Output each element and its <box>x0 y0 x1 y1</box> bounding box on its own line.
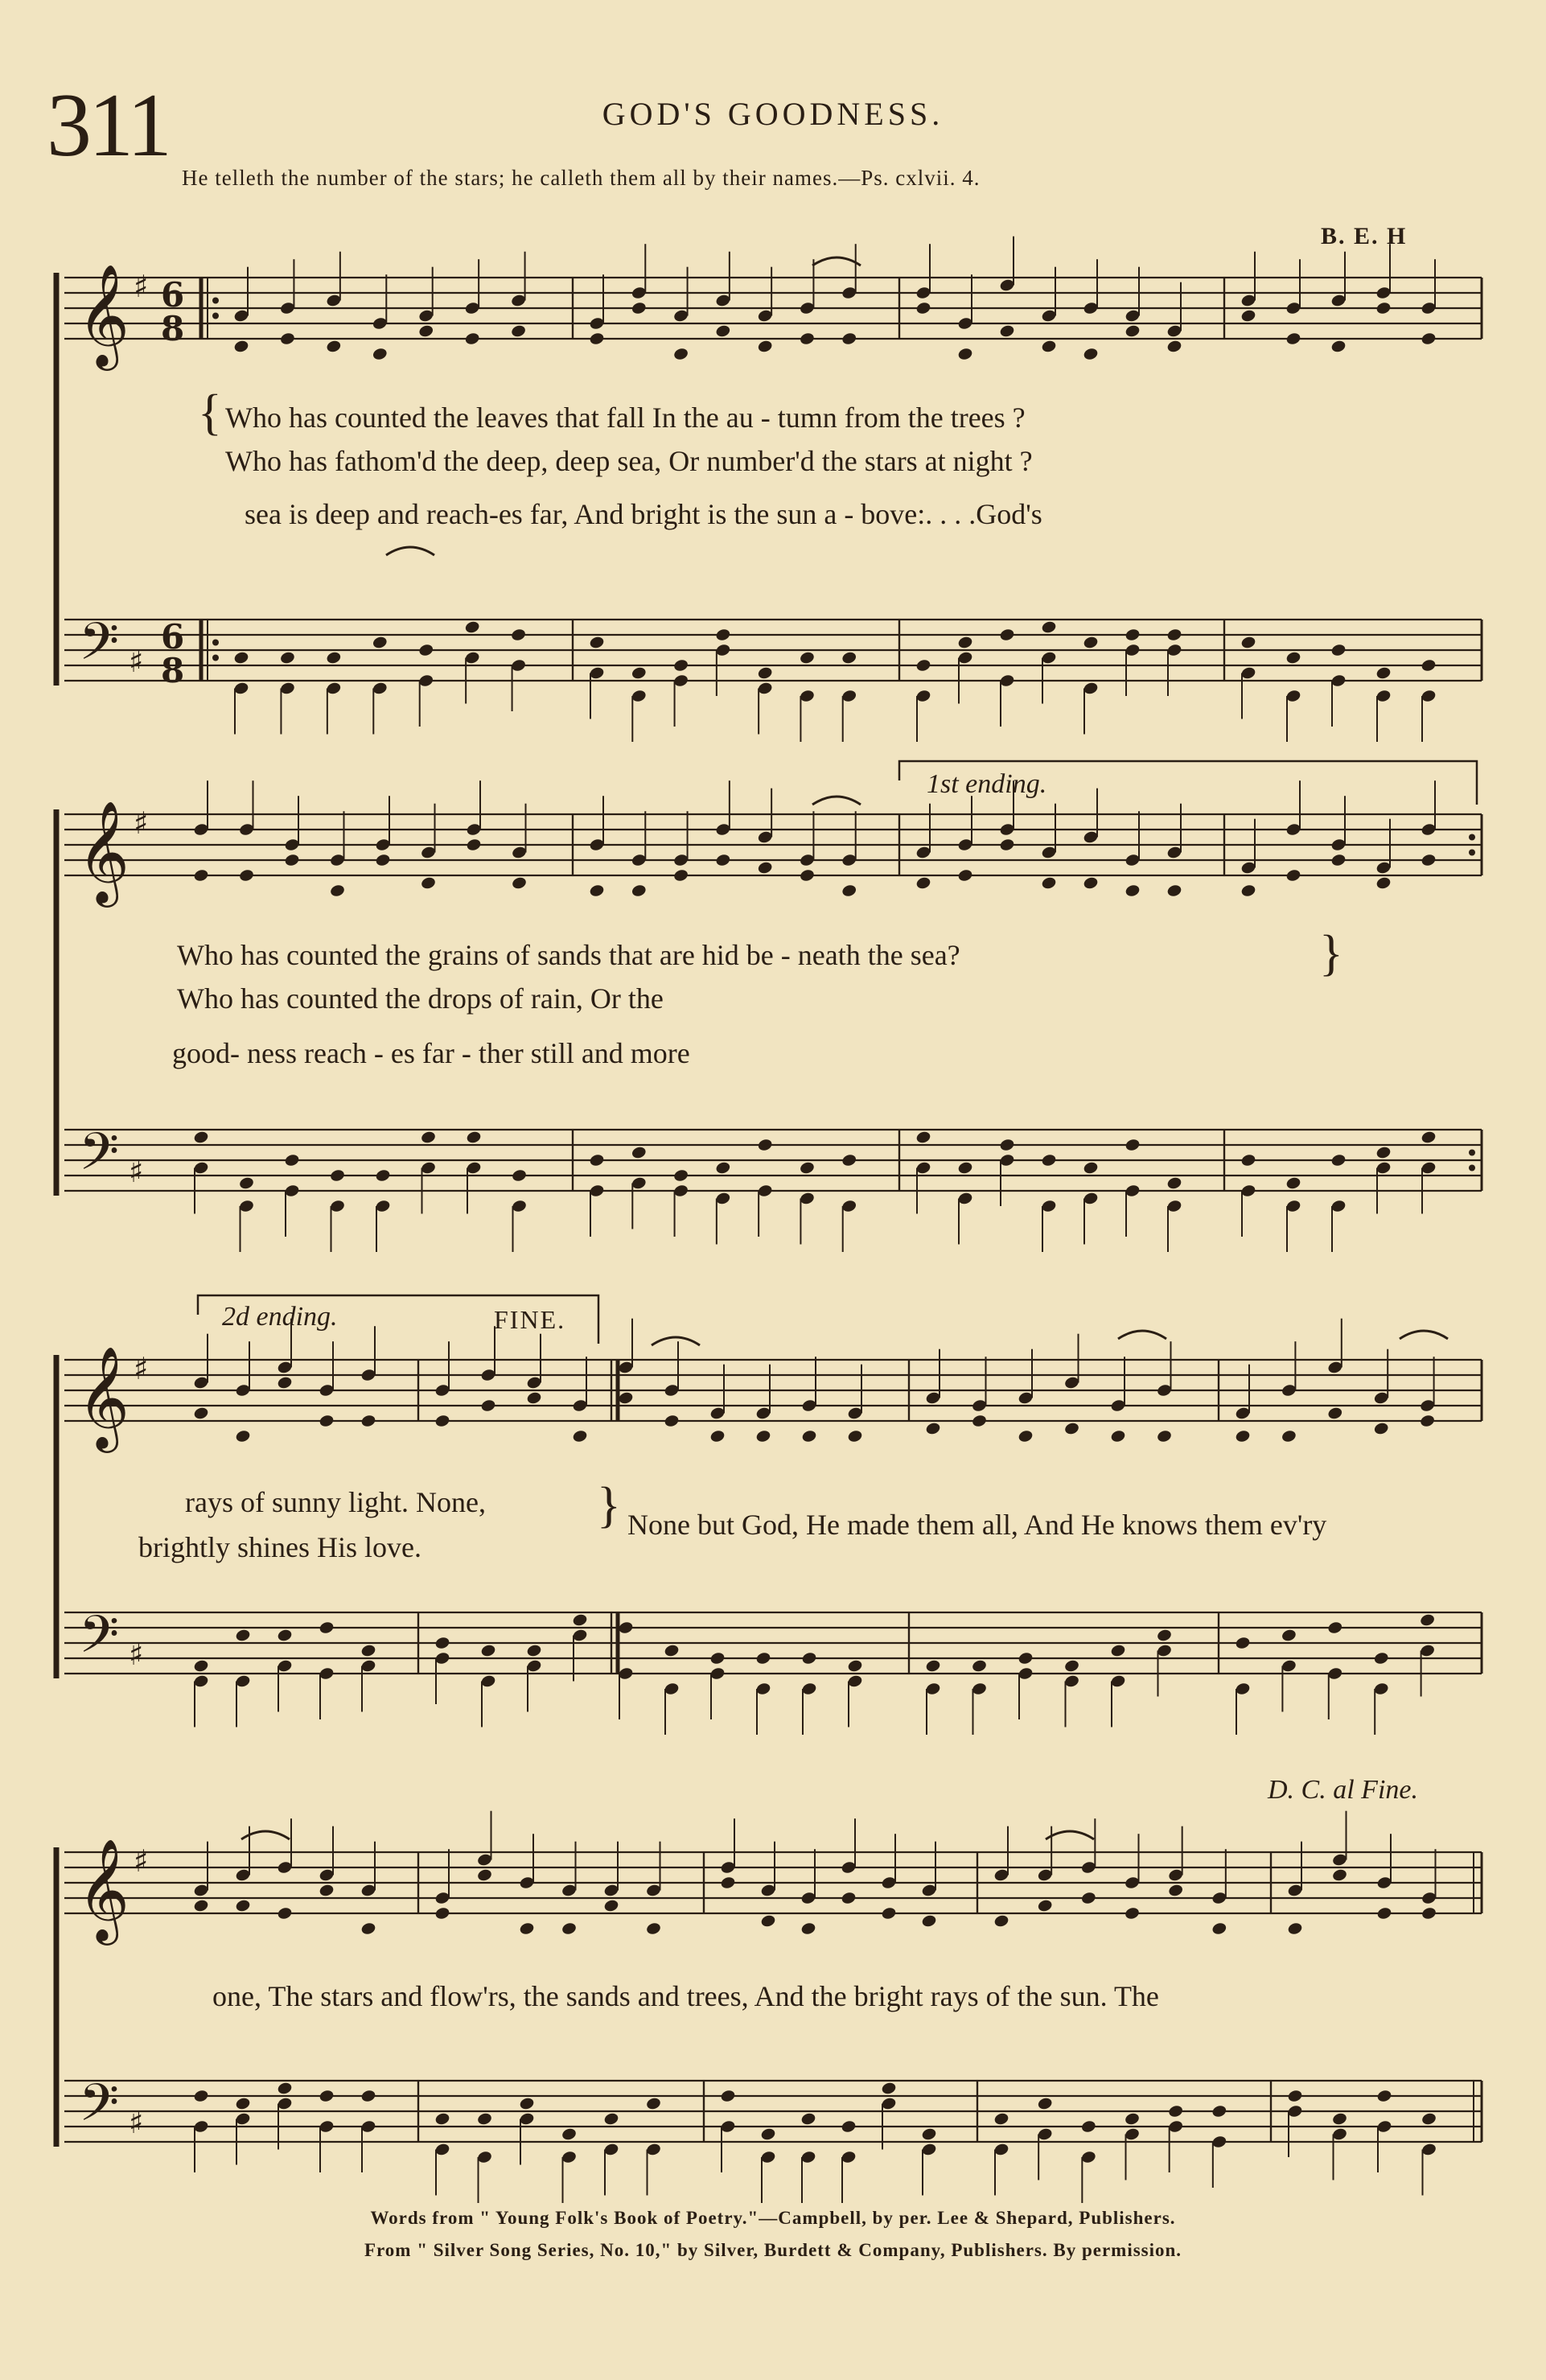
note-head <box>329 1168 345 1183</box>
note-head <box>672 868 689 883</box>
note-head <box>326 650 342 665</box>
lyric-line: good- ness reach - es far - ther still and more <box>172 1037 690 1069</box>
second-ending-label: 2d ending. <box>222 1302 338 1332</box>
note-head <box>193 1130 209 1144</box>
note-head <box>1240 308 1256 323</box>
bass-clef-icon: 𝄢 <box>79 1605 120 1678</box>
note-head <box>801 1429 817 1443</box>
chorus-line: None but God, He made them all, And He knows them ev'ry <box>627 1509 1327 1541</box>
note-head <box>1330 853 1347 867</box>
note-head <box>603 1898 619 1913</box>
note-head <box>1421 1130 1437 1144</box>
note-head <box>720 1876 736 1890</box>
note-head <box>1166 339 1182 353</box>
verse-brace: { <box>198 385 222 440</box>
note-head <box>957 1160 973 1175</box>
note-head <box>799 650 815 665</box>
sharp-icon: ♯ <box>134 1350 149 1386</box>
note-head <box>1080 2119 1096 2134</box>
note-head <box>1124 1906 1140 1921</box>
note-head <box>510 323 526 338</box>
slur-mark <box>812 257 861 266</box>
note-head <box>1375 875 1392 890</box>
note-head <box>511 1168 527 1183</box>
lyric-line: Who has counted the leaves that fall In the au - tumn from the trees ? <box>225 401 1026 434</box>
note-head <box>1327 1620 1343 1635</box>
note-head <box>526 1390 542 1405</box>
note-head <box>319 1414 335 1428</box>
note-head <box>715 853 731 867</box>
note-head <box>510 628 526 642</box>
note-head <box>1156 1628 1172 1642</box>
note-head <box>1421 331 1437 346</box>
note-head <box>841 2119 857 2134</box>
note-head <box>800 2111 816 2126</box>
note-head <box>760 2127 776 2141</box>
note-head <box>1287 2089 1303 2103</box>
note-head <box>1211 2104 1227 2119</box>
note-head <box>284 853 300 867</box>
repeat-dot <box>212 313 219 319</box>
sharp-icon: ♯ <box>129 1636 144 1672</box>
note-head <box>757 339 773 353</box>
note-head <box>1285 650 1301 665</box>
note-head <box>233 650 249 665</box>
note-head <box>715 1160 731 1175</box>
note-head <box>434 1414 450 1428</box>
slur-mark <box>1046 1831 1094 1839</box>
note-head <box>957 347 973 361</box>
note-head <box>1327 1406 1343 1420</box>
note-head <box>881 2081 897 2095</box>
note-head <box>999 323 1015 338</box>
note-head <box>755 1651 771 1666</box>
note-head <box>319 1883 335 1897</box>
note-head <box>1419 1414 1435 1428</box>
repeat-dot <box>212 298 219 304</box>
lyric-line: Who has counted the grains of sands that are hid be - neath the sea? <box>177 939 960 971</box>
note-head <box>1083 635 1099 649</box>
note-head <box>841 1891 857 1905</box>
time-signature: 8 <box>161 309 185 348</box>
note-head <box>1240 635 1256 649</box>
slur-mark <box>1400 1331 1448 1339</box>
note-head <box>235 1429 251 1443</box>
note-head <box>279 331 295 346</box>
note-head <box>572 1429 588 1443</box>
note-head <box>572 1612 588 1627</box>
note-head <box>921 1913 937 1928</box>
time-signature: 8 <box>161 651 185 690</box>
note-head <box>360 2089 376 2103</box>
note-head <box>1041 620 1057 634</box>
note-head <box>1375 665 1392 680</box>
hymn-number: 311 <box>47 76 169 175</box>
dc-al-fine-label: D. C. al Fine. <box>1268 1775 1418 1805</box>
note-head <box>193 1898 209 1913</box>
note-head <box>799 1160 815 1175</box>
note-head <box>631 301 647 315</box>
note-head <box>1041 875 1057 890</box>
note-head <box>1285 331 1301 346</box>
chorus-line: one, The stars and flow'rs, the sands and trees, And the bright rays of the sun. The <box>212 1980 1159 2012</box>
note-head <box>1240 1153 1256 1167</box>
note-head <box>375 853 391 867</box>
note-head <box>284 1153 300 1167</box>
note-head <box>526 1643 542 1657</box>
note-head <box>1281 1628 1297 1642</box>
note-head <box>589 883 605 898</box>
note-head <box>238 1176 254 1190</box>
footer-credit: From " Silver Song Series, No. 10," by Silver, Burdett & Company, Publishers. By permission. <box>364 2240 1182 2260</box>
note-head <box>434 2111 450 2126</box>
note-head <box>1235 1429 1251 1443</box>
note-head <box>1331 2111 1347 2126</box>
sharp-icon: ♯ <box>134 268 149 304</box>
note-head <box>618 1620 634 1635</box>
note-head <box>1285 868 1301 883</box>
slur-mark <box>652 1337 700 1345</box>
note-head <box>1166 883 1182 898</box>
note-head <box>1110 1429 1126 1443</box>
repeat-dot <box>1469 850 1475 856</box>
sharp-icon: ♯ <box>129 1153 144 1189</box>
time-signature: 6 <box>161 617 185 657</box>
note-head <box>801 1651 817 1666</box>
verse-brace: } <box>597 1478 621 1533</box>
note-head <box>1124 2111 1140 2126</box>
note-head <box>1037 1898 1053 1913</box>
note-head <box>372 635 388 649</box>
note-head <box>319 2089 335 2103</box>
repeat-dot <box>1469 834 1475 841</box>
note-head <box>957 868 973 883</box>
lyric-line: sea is deep and reach-es far, And bright is the sun a - bove:. . . .God's <box>245 498 1042 530</box>
note-head <box>420 1130 436 1144</box>
note-head <box>1125 323 1141 338</box>
note-head <box>329 883 345 898</box>
note-head <box>1330 339 1347 353</box>
note-head <box>715 323 731 338</box>
note-head <box>1373 1421 1389 1435</box>
bass-clef-icon: 𝄢 <box>79 612 120 685</box>
note-head <box>589 331 605 346</box>
note-head <box>1375 301 1392 315</box>
note-head <box>672 347 689 361</box>
note-head <box>238 868 254 883</box>
note-head <box>1240 883 1256 898</box>
note-head <box>466 1130 482 1144</box>
note-head <box>233 339 249 353</box>
note-head <box>418 323 434 338</box>
note-head <box>561 1921 577 1936</box>
hymn-title: GOD'S GOODNESS. <box>602 96 944 132</box>
note-head <box>1037 2096 1053 2110</box>
note-head <box>1083 347 1099 361</box>
scripture-reference: He telleth the number of the stars; he calleth them all by their names.—Ps. cxlvii. 4. <box>182 166 981 190</box>
note-head <box>1018 1429 1034 1443</box>
note-head <box>1167 2104 1183 2119</box>
note-head <box>418 643 434 657</box>
note-head <box>375 1168 391 1183</box>
note-head <box>193 2089 209 2103</box>
note-head <box>720 2089 736 2103</box>
verse-brace: } <box>1319 926 1343 981</box>
note-head <box>757 1138 773 1152</box>
note-head <box>645 2096 661 2110</box>
note-head <box>1041 1153 1057 1167</box>
note-head <box>193 1406 209 1420</box>
note-head <box>1080 1891 1096 1905</box>
sharp-icon: ♯ <box>129 643 144 679</box>
note-head <box>235 1628 251 1642</box>
note-head <box>319 1620 335 1635</box>
note-head <box>1235 1636 1251 1650</box>
note-head <box>589 1153 605 1167</box>
note-head <box>360 1643 376 1657</box>
note-head <box>589 635 605 649</box>
note-head <box>841 650 857 665</box>
note-head <box>971 1658 987 1673</box>
note-head <box>957 635 973 649</box>
fine-label: FINE. <box>494 1305 566 1334</box>
note-head <box>1375 1145 1392 1159</box>
note-head <box>464 331 480 346</box>
note-head <box>993 1913 1009 1928</box>
note-head <box>1330 643 1347 657</box>
note-head <box>645 1921 661 1936</box>
repeat-dot <box>1469 1165 1475 1171</box>
note-head <box>1281 1429 1297 1443</box>
note-head <box>847 1658 863 1673</box>
note-head <box>715 628 731 642</box>
note-head <box>631 665 647 680</box>
note-head <box>921 2127 937 2141</box>
note-head <box>476 1867 492 1882</box>
sharp-icon: ♯ <box>134 1843 149 1879</box>
note-head <box>999 838 1015 852</box>
note-head <box>915 658 931 673</box>
note-head <box>1287 1921 1303 1936</box>
note-head <box>664 1643 680 1657</box>
note-head <box>915 301 931 315</box>
note-head <box>709 1651 726 1666</box>
note-head <box>1330 1153 1347 1167</box>
note-head <box>631 883 647 898</box>
first-ending-label: 1st ending. <box>927 769 1047 799</box>
slur-mark <box>812 797 861 805</box>
slur-mark <box>386 547 434 555</box>
lyric-line: brightly shines His love. <box>138 1531 421 1563</box>
lyric-line: Who has counted the drops of rain, Or the <box>177 982 664 1015</box>
note-head <box>277 1628 293 1642</box>
note-head <box>1083 875 1099 890</box>
time-signature: 6 <box>161 275 185 315</box>
note-head <box>480 1398 496 1413</box>
note-head <box>1331 1867 1347 1882</box>
note-head <box>511 875 527 890</box>
note-head <box>925 1421 941 1435</box>
lyric-line: Who has fathom'd the deep, deep sea, Or number'd the stars at night ? <box>225 445 1033 477</box>
note-head <box>1041 339 1057 353</box>
note-head <box>434 1906 450 1921</box>
repeat-dot <box>212 655 219 661</box>
note-head <box>760 1913 776 1928</box>
note-head <box>664 1414 680 1428</box>
treble-clef-icon: 𝄞 <box>77 800 130 903</box>
note-head <box>1373 1651 1389 1666</box>
note-head <box>672 1168 689 1183</box>
note-head <box>326 339 342 353</box>
note-head <box>476 2111 492 2126</box>
note-head <box>193 1658 209 1673</box>
note-head <box>1166 1176 1182 1190</box>
note-head <box>1125 883 1141 898</box>
note-head <box>971 1414 987 1428</box>
note-head <box>925 1658 941 1673</box>
note-head <box>480 1643 496 1657</box>
note-head <box>519 2096 535 2110</box>
note-head <box>1125 1138 1141 1152</box>
note-head <box>466 838 482 852</box>
slur-mark <box>1118 1331 1166 1339</box>
treble-clef-icon: 𝄞 <box>77 1838 130 1941</box>
note-head <box>841 1153 857 1167</box>
note-head <box>915 875 931 890</box>
note-head <box>757 860 773 875</box>
note-head <box>279 650 295 665</box>
repeat-dot <box>212 640 219 646</box>
note-head <box>277 1906 293 1921</box>
sharp-icon: ♯ <box>134 805 149 841</box>
author-initials: B. E. H <box>1321 223 1408 249</box>
note-head <box>1110 1643 1126 1657</box>
bass-clef-icon: 𝄢 <box>79 2073 120 2146</box>
note-head <box>1063 1421 1079 1435</box>
note-head <box>993 2111 1009 2126</box>
note-head <box>1063 1658 1079 1673</box>
note-head <box>755 1429 771 1443</box>
note-head <box>464 620 480 634</box>
note-head <box>1421 1906 1437 1921</box>
note-head <box>999 1138 1015 1152</box>
note-head <box>672 658 689 673</box>
note-head <box>1211 1921 1227 1936</box>
note-head <box>1419 1612 1435 1627</box>
note-head <box>1421 658 1437 673</box>
treble-clef-icon: 𝄞 <box>77 263 130 366</box>
note-head <box>1018 1651 1034 1666</box>
note-head <box>603 2111 619 2126</box>
note-head <box>800 1921 816 1936</box>
note-head <box>1125 628 1141 642</box>
footer-credit: Words from " Young Folk's Book of Poetry."—Campbell, by per. Lee & Shepard, Publishers. <box>370 2208 1176 2228</box>
note-head <box>841 331 857 346</box>
note-head <box>799 868 815 883</box>
note-head <box>799 331 815 346</box>
note-head <box>277 1375 293 1390</box>
note-head <box>618 1390 634 1405</box>
note-head <box>881 1906 897 1921</box>
note-head <box>235 1898 251 1913</box>
lyric-line: rays of sunny light. None, <box>185 1486 486 1518</box>
note-head <box>434 1636 450 1650</box>
note-head <box>193 868 209 883</box>
note-head <box>757 665 773 680</box>
note-head <box>915 1130 931 1144</box>
note-head <box>1376 1906 1392 1921</box>
note-head <box>709 1429 726 1443</box>
note-head <box>841 883 857 898</box>
note-head <box>235 2096 251 2110</box>
note-head <box>631 1145 647 1159</box>
note-head <box>360 1414 376 1428</box>
note-head <box>1156 1429 1172 1443</box>
note-head <box>1376 2089 1392 2103</box>
note-head <box>847 1429 863 1443</box>
note-head <box>561 2127 577 2141</box>
note-head <box>420 875 436 890</box>
bass-clef-icon: 𝄢 <box>79 1122 120 1195</box>
sharp-icon: ♯ <box>129 2104 144 2140</box>
note-head <box>1167 1883 1183 1897</box>
note-head <box>1421 2111 1437 2126</box>
treble-clef-icon: 𝄞 <box>77 1345 130 1448</box>
note-head <box>360 1921 376 1936</box>
note-head <box>1166 628 1182 642</box>
note-head <box>519 1921 535 1936</box>
note-head <box>1421 853 1437 867</box>
note-head <box>1083 1160 1099 1175</box>
note-head <box>1285 1176 1301 1190</box>
note-head <box>277 2081 293 2095</box>
note-head <box>999 628 1015 642</box>
repeat-dot <box>1469 1150 1475 1156</box>
note-head <box>372 347 388 361</box>
